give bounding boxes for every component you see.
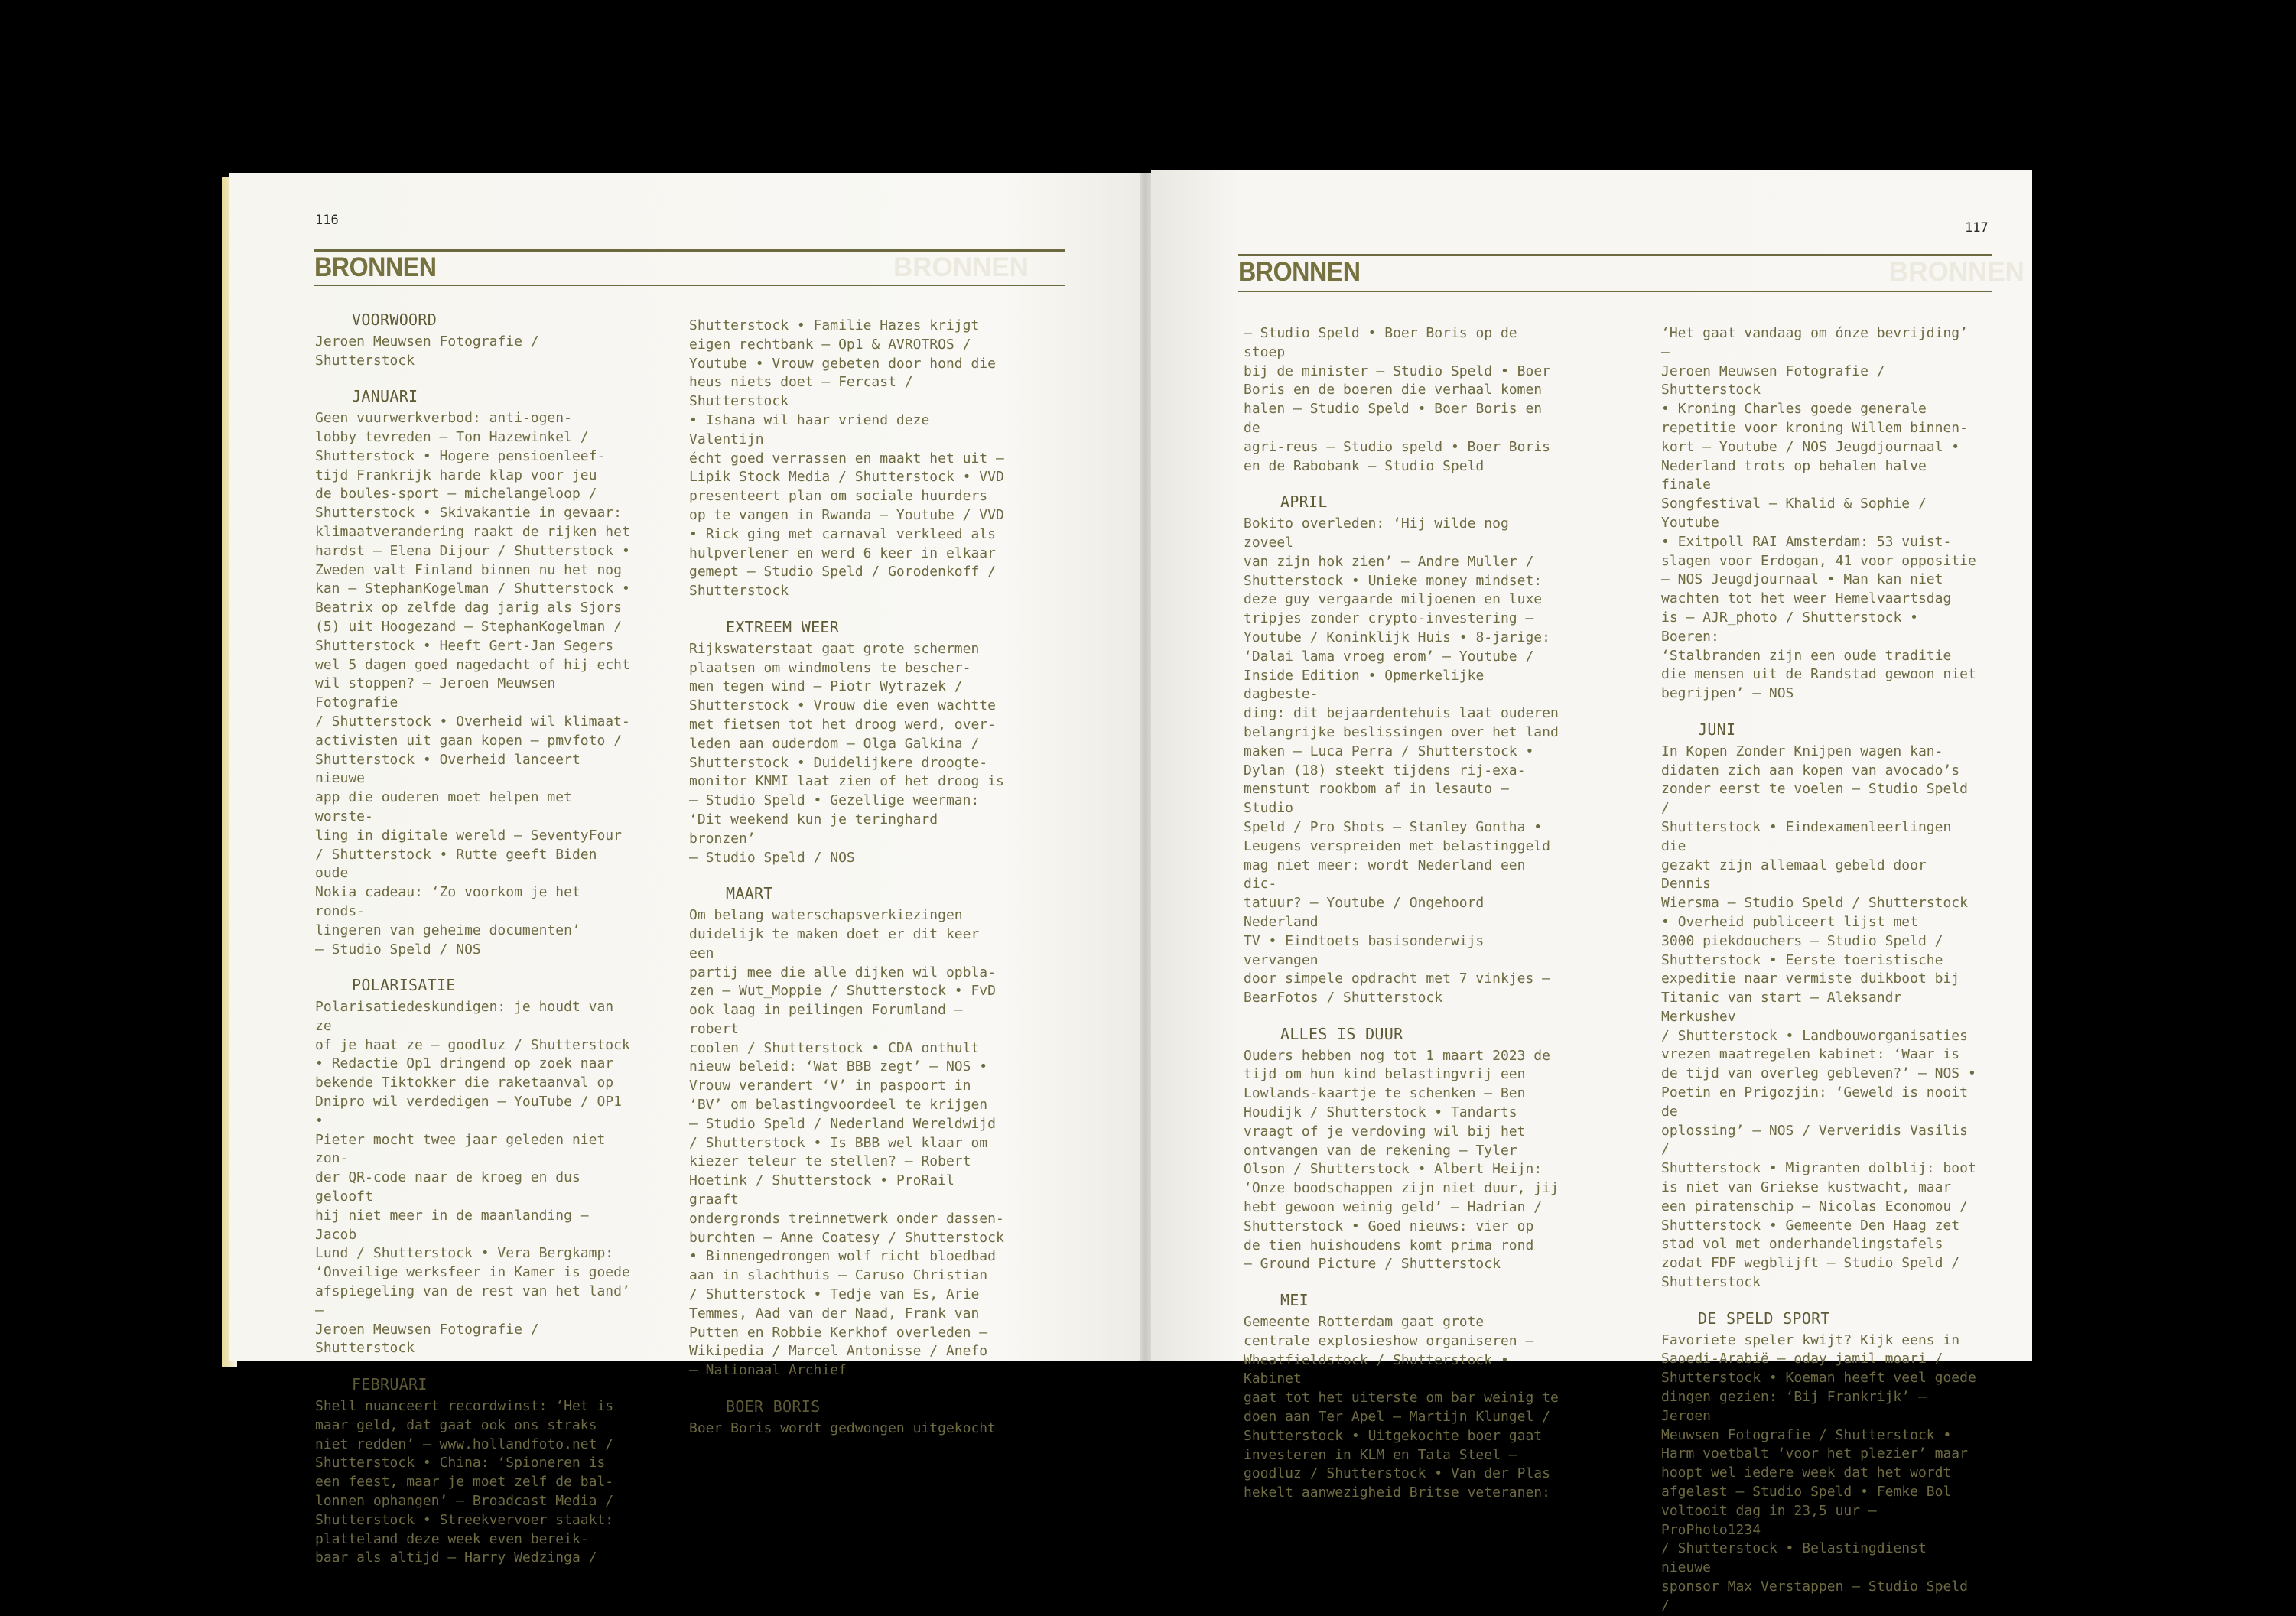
title-rule-top-left	[314, 249, 1065, 252]
section-text: Om belang waterschapsverkiezingen duidelijk te maken doet er dit keer een partij mee die alle dijken wil opbla- zen – Wut_Moppie / Shutterstock • FvD ook laag in peilingen Forumland – robert coolen / Shutterstock • CDA onthult nieuw beleid: ‘Wat BBB zegt’ – NOS • Vrouw verandert ‘V’ in paspoort in ‘BV’ om belastingvoordeel te krijgen – Studio Speld / Nederland Wereldwijd / Shutterstock • Is BBB wel klaar om kiezer teleur te stellen? – Robert Hoetink / Shutterstock • ProRail graaft ondergronds treinnetwerk onder dassen- burchten – Anne Coatesy / Shutterstock • Binnengedrongen wolf richt bloedbad aan in slachthuis – Caruso Christian / Shutterstock • Tedje van Es, Arie Temmes, Aad van der Naad, Frank van Putten en Robbie Kerkhof overleden – Wikipedia / Marcel Antonisse / Anefo – Nationaal Archief	[689, 907, 1004, 1379]
section-heading: APRIL	[1280, 493, 1328, 512]
section-text: Boer Boris wordt gedwongen uitgekocht	[689, 1419, 996, 1436]
page-number-left: 116	[315, 213, 339, 228]
section-text: Rijkswaterstaat gaat grote schermen plaatsen om windmolens te bescher- men tegen wind – Piotr Wytrazek / Shutterstock • Vrouw die even wachtte met fietsen tot het droog werd, over- leden aan ouderdom – Olga Galkina / Shutterstock • Duidelijkere droogte- monitor KNMI laat zien of het droog is – Studio Speld • Gezellige weerman: ‘Dit weekend kun je teringhard bronzen’ – Studio Speld / NOS	[689, 640, 1004, 866]
source-section	[1244, 324, 1565, 476]
source-section	[315, 1375, 636, 1568]
section-text: Shutterstock • Familie Hazes krijgt eigen rechtbank – Op1 & AVROTROS / Youtube • Vrouw gebeten door hond die heus niets doet – Fercast / Shutterstock • Ishana wil haar vriend deze Valentijn écht goed verrassen en maakt het uit – Lipik Stock Media / Shutterstock • VVD presenteert plan om sociale huurders op te vangen in Rwanda – Youtube / VVD • Rick ging met carnaval verkleed als hulpverlener en werd 6 keer in elkaar gemept – Studio Speld / Gorodenkoff / Shutterstock	[689, 317, 1004, 600]
ghost-title-left: BRONNEN	[893, 252, 1029, 282]
source-section	[1661, 324, 1982, 704]
section-heading: BOER BORIS	[726, 1397, 821, 1416]
section-heading: POLARISATIE	[352, 976, 456, 995]
section-heading: JUNI	[1698, 720, 1736, 739]
text-column	[689, 317, 1010, 1439]
source-section	[1244, 493, 1565, 1008]
section-heading: ALLES IS DUUR	[1280, 1024, 1403, 1043]
section-text: Polarisatiedeskundigen: je houdt van ze of je haat ze – goodluz / Shutterstock • Redactie Op1 dringend op zoek naar bekende Tiktokker die raketaanval op Dnipro wil verdedigen – YouTube / OP1 • Pieter mocht twee jaar geleden niet zon- der QR-code naar de kroeg en dus gelooft hij niet meer in de maanlanding – Jacob Lund / Shutterstock • Vera Bergkamp: ‘Onveilige werksfeer in Kamer is goede afspiegeling van de rest van het land’ – Jeroen Meuwsen Fotografie / Shutterstock	[315, 999, 630, 1357]
section-text: Bokito overleden: ‘Hij wilde nog zoveel van zijn hok zien’ – Andre Muller / Shutterstock • Unieke money mindset: deze guy vergaarde miljoenen en luxe tripjes zonder crypto-investering – Youtube / Koninklijk Huis • 8-jarige: ‘Dalai lama vroeg erom’ – Youtube / Inside Edition • Opmerkelijke dagbeste- ding: dit bejaardentehuis laat ouderen belangrijke beslissingen over het land maken – Luca Perra / Shutterstock • Dylan (18) steekt tijdens rij-exa- menstunt rookbom af in lesauto – Studio Speld / Pro Shots – Stanley Gontha • Leugens verspreiden met belastinggeld mag niet meer: wordt Nederland een dic- tatuur? – Youtube / Ongehoord Nederland TV • Eindtoets basisonderwijs vervangen door simpele opdracht met 7 vinkjes – BearFotos / Shutterstock	[1244, 515, 1559, 1006]
text-column	[1244, 324, 1565, 1503]
title-rule-bottom-right	[1238, 291, 1992, 292]
section-text: ‘Het gaat vandaag om ónze bevrijding’ – Jeroen Meuwsen Fotografie / Shutterstock • Kroning Charles goede generale repetitie voor kroning Willem binnen- kort – Youtube / NOS Jeugdjournaal • Nederland trots op behalen halve finale Songfestival – Khalid & Sophie / Youtube • Exitpoll RAI Amsterdam: 53 vuist- slagen voor Erdogan, 41 voor oppositie – NOS Jeugdjournaal • Man kan niet wachten tot het weer Hemelvaartsdag is – AJR_photo / Shutterstock • Boeren: ‘Stalbranden zijn een oude traditie die mensen uit de Randstad gewoon niet begrijpen’ – NOS	[1661, 325, 1976, 702]
section-heading: DE SPELD SPORT	[1698, 1309, 1830, 1328]
source-section	[1244, 1291, 1565, 1503]
source-section	[315, 311, 636, 370]
section-heading: FEBRUARI	[352, 1375, 428, 1394]
ghost-title-right: BRONNEN	[1889, 257, 2024, 287]
section-text: Jeroen Meuwsen Fotografie / Shutterstock	[315, 333, 539, 369]
title-rule-bottom-left	[314, 285, 1065, 286]
page-title-right: BRONNEN	[1238, 257, 1361, 287]
source-section	[689, 1397, 1010, 1439]
source-section	[1244, 1025, 1565, 1274]
title-rule-top-right	[1238, 254, 1992, 256]
section-heading: EXTREEM WEER	[726, 617, 840, 636]
text-column	[1661, 324, 1982, 1616]
page-title-left: BRONNEN	[314, 252, 437, 282]
source-section	[315, 387, 636, 959]
source-section	[689, 884, 1010, 1380]
left-page	[229, 173, 1140, 1566]
section-text: Gemeente Rotterdam gaat grote centrale explosieshow organiseren – Wheatfieldstock / Shutterstock • Kabinet gaat tot het uiterste om bar weinig te doen aan Ter Apel – Martijn Klungel / Shutterstock • Uitgekochte boer gaat investeren in KLM en Tata Steel – goodluz / Shutterstock • Van der Plas hekelt aanwezigheid Britse veteranen:	[1244, 1314, 1559, 1501]
section-heading: MEI	[1280, 1291, 1309, 1310]
section-text: – Studio Speld • Boer Boris op de stoep bij de minister – Studio Speld • Boer Boris en de boeren die verhaal komen halen – Studio Speld • Boer Boris en de agri-reus – Studio speld • Boer Boris en de Rabobank – Studio Speld	[1244, 325, 1550, 474]
source-section	[1661, 1309, 1982, 1616]
page-number-right: 117	[1965, 220, 1989, 236]
source-section	[689, 618, 1010, 867]
source-section	[1661, 720, 1982, 1292]
section-text: Favoriete speler kwijt? Kijk eens in Saoedi-Arabië – oday jamil moari / Shutterstock • Koeman heeft veel goede dingen gezien: ‘Bij Frankrijk’ – Jeroen Meuwsen Fotografie / Shutterstock • Harm voetbalt ‘voor het plezier’ maar hoopt wel iedere week dat het wordt afgelast – Studio Speld • Femke Bol voltooit dag in 23,5 uur – ProPhoto1234 / Shutterstock • Belastingdienst nieuwe sponsor Max Verstappen – Studio Speld /	[1661, 1331, 1976, 1614]
section-heading: MAART	[726, 884, 773, 903]
book-gutter	[1140, 173, 1151, 1361]
section-heading: JANUARI	[352, 387, 418, 406]
section-heading: VOORWOORD	[352, 311, 437, 329]
section-text: Ouders hebben nog tot 1 maart 2023 de tijd om hun kind belastingvrij een Lowlands-kaartje te schenken – Ben Houdijk / Shutterstock • Tandarts vraagt of je verdoving wil bij het ontvangen van de rekening – Tyler Olson / Shutterstock • Albert Heijn: ‘Onze boodschappen zijn niet duur, jij hebt gewoon weinig geld’ – Hadrian / Shutterstock • Goed nieuws: vier op de tien huishoudens komt prima rond – Ground Picture / Shutterstock	[1244, 1047, 1559, 1273]
section-text: Shell nuanceert recordwinst: ‘Het is maar geld, dat gaat ook ons straks niet redden’ – www.hollandfoto.net / Shutterstock • China: ‘Spioneren is een feest, maar je moet zelf de bal- lonnen ophangen’ – Broadcast Media / Shutterstock • Streekvervoer staakt: platteland deze week even bereik- baar als altijd – Harry Wedzinga /	[315, 1398, 614, 1566]
source-section	[315, 976, 636, 1358]
text-column	[315, 311, 636, 1568]
source-section	[689, 317, 1010, 601]
right-page	[1151, 170, 2032, 1614]
section-text: Geen vuurwerkverbod: anti-ogen- lobby tevreden – Ton Hazewinkel / Shutterstock • Hogere pensioenleef- tijd Frankrijk harde klap voor jeu de boules-sport – michelangeloop / Shutterstock • Skivakantie in gevaar: klimaatverandering raakt de rijken het hardst – Elena Dijour / Shutterstock • Zweden valt Finland binnen nu het nog kan – StephanKogelman / Shutterstock • Beatrix op zelfde dag jarig als Sjors (5) uit Hoogezand – StephanKogelman / Shutterstock • Heeft Gert-Jan Segers wel 5 dagen goed nagedacht of hij echt wil stoppen? – Jeroen Meuwsen Fotografie / Shutterstock • Overheid wil klimaat- activisten uit gaan kopen – pmvfoto / Shutterstock • Overheid lanceert nieuwe app die ouderen moet helpen met worste- ling in digitale wereld – SeventyFour / Shutterstock • Rutte geeft Biden oude Nokia cadeau: ‘Zo voorkom je het ronds- lingeren van geheime documenten’ – Studio Speld / NOS	[315, 410, 630, 958]
section-text: In Kopen Zonder Knijpen wagen kan- didaten zich aan kopen van avocado’s zonder eerst te voelen – Studio Speld / Shutterstock • Eindexamenleerlingen die gezakt zijn allemaal gebeld door Dennis Wiersma – Studio Speld / Shutterstock • Overheid publiceert lijst met 3000 piekdouchers – Studio Speld / Shutterstock • Eerste toeristische expeditie naar vermiste duikboot bij Titanic van start – Aleksandr Merkushev / Shutterstock • Landbouworganisaties vrezen maatregelen kabinet: ‘Waar is de tijd van overleg gebleven?’ – NOS • Poetin en Prigozjin: ‘Geweld is nooit de oplossing’ – NOS / Ververidis Vasilis / Shutterstock • Migranten dolblij: boot is niet van Griekse kustwacht, maar een piratenschip – Nicolas Economou / Shutterstock • Gemeente Den Haag zet stad vol met onderhandelingstafels zodat FDF wegblijft – Studio Speld / Shutterstock	[1661, 743, 1976, 1291]
